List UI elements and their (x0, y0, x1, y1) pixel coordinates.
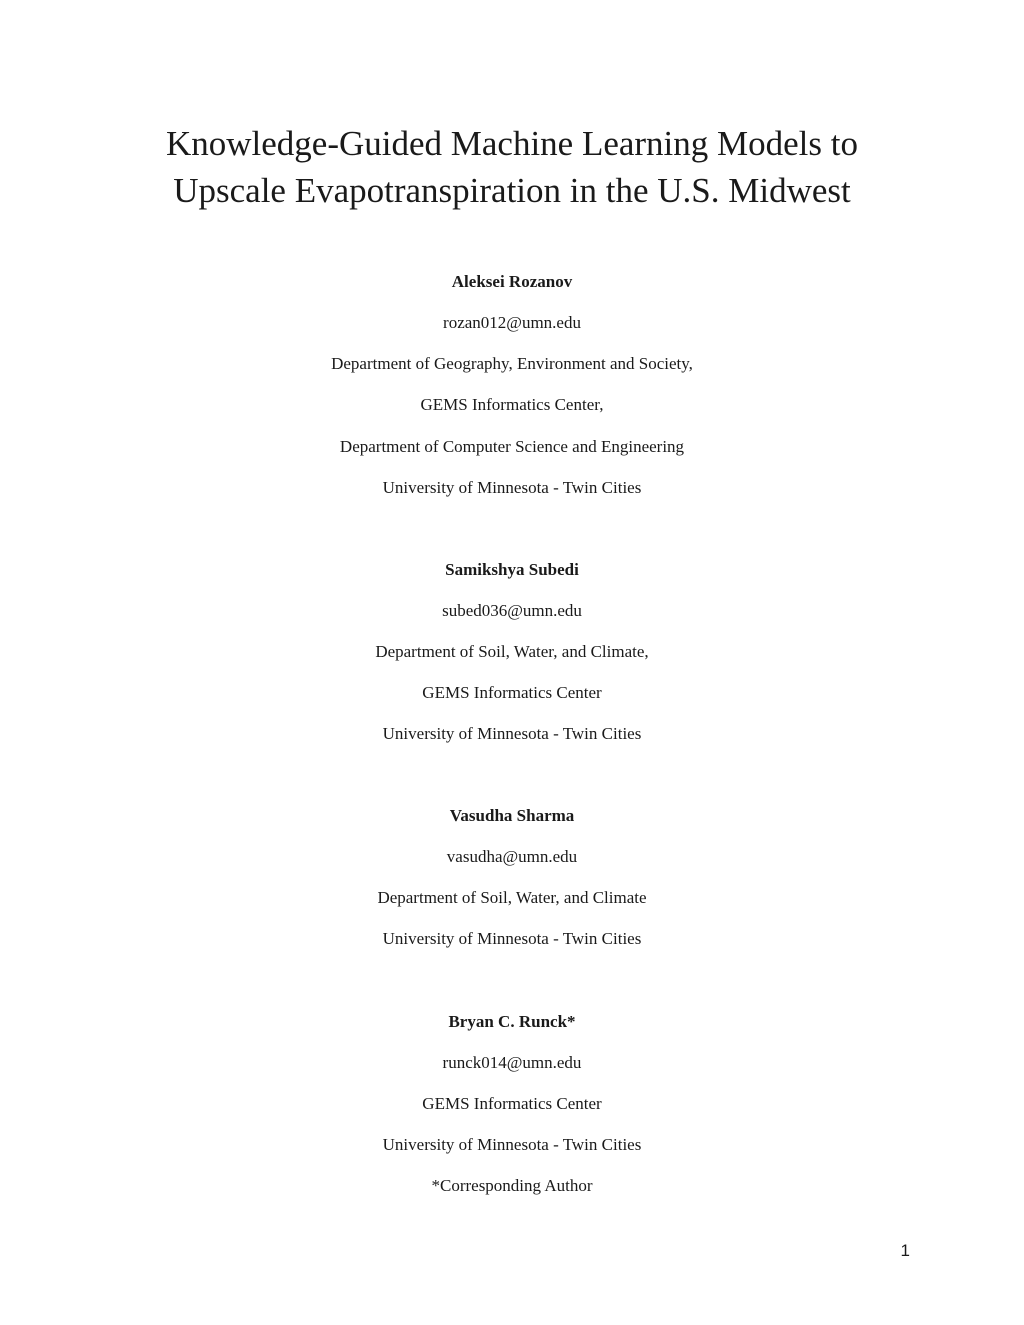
paper-title-line-1: Knowledge-Guided Machine Learning Models to (165, 124, 859, 163)
author-affiliation: Department of Soil, Water, and Climate, (375, 642, 649, 661)
author-name: Aleksei Rozanov (451, 272, 573, 291)
author-email: runck014@umn.edu (442, 1053, 582, 1072)
paper-title (0, 120, 1024, 214)
author-name: Bryan C. Runck* (448, 1012, 576, 1031)
author-email: vasudha@umn.edu (446, 847, 578, 866)
author-affiliation: Department of Soil, Water, and Climate (377, 888, 647, 907)
author-affiliation: GEMS Informatics Center, (420, 395, 604, 414)
author-name: Vasudha Sharma (449, 806, 575, 825)
author-email: subed036@umn.edu (442, 601, 582, 620)
author-affiliation: University of Minnesota - Twin Cities (382, 929, 642, 948)
author-affiliation: GEMS Informatics Center (422, 683, 602, 702)
author-affiliation: Department of Geography, Environment and Society, (331, 354, 693, 373)
author-affiliation: GEMS Informatics Center (422, 1094, 602, 1113)
corresponding-author-note: *Corresponding Author (431, 1176, 593, 1195)
author-affiliation: University of Minnesota - Twin Cities (382, 478, 642, 497)
author-affiliation: Department of Computer Science and Engineering (339, 437, 685, 456)
author-email: rozan012@umn.edu (443, 313, 581, 332)
paper-title-line-2: Upscale Evapotranspiration in the U.S. Midwest (173, 171, 851, 210)
author-affiliation: University of Minnesota - Twin Cities (382, 724, 642, 743)
author-affiliation: University of Minnesota - Twin Cities (382, 1135, 642, 1154)
author-name: Samikshya Subedi (445, 560, 579, 579)
page-number: 1 (900, 1241, 910, 1260)
